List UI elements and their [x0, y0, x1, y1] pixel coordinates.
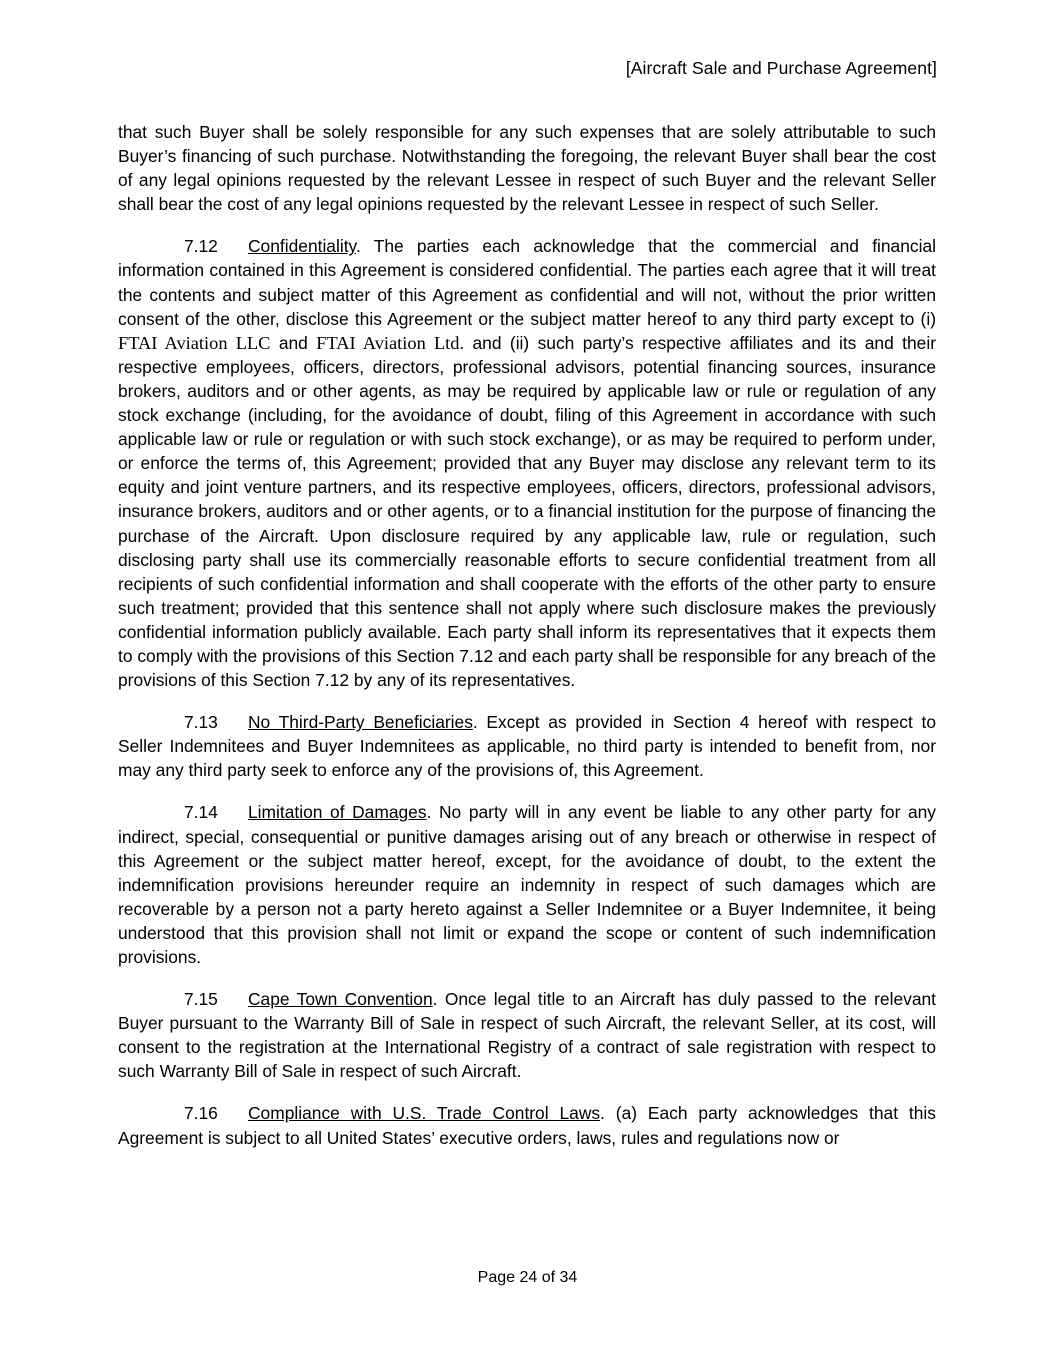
- section-7-12-text-part-2: and (ii) such party’s respective affiliates and its and their respective employees, officers, directors, professional advisors, potential financing sources, insurance brokers, auditors and or other agents, as may be required by applicable law or rule or regulation of any stock exchange (including, for the avoidance of doubt, filing of this Agreement in accordance with such applicable law or rule or regulation or with such stock exchange), or as may be required to perform under, or enforce the terms of, this Agreement; provided that any Buyer may disclose any relevant term to its equity and joint venture partners, and its respective employees, officers, directors, professional advisors, insurance brokers, auditors and or other agents, or to a financial institution for the purpose of financing the purchase of the Aircraft. Upon disclosure required by any applicable law, rule or regulation, such disclosing party shall use its commercially reasonable efforts to secure confidential treatment from all recipients of such confidential information and shall cooperate with the efforts of the other party to ensure such treatment; provided that this sentence shall not apply where such disclosure makes the previously confidential information publicly available. Each party shall inform its representatives that it expects them to comply with the provisions of this Section 7.12 and each party shall be responsible for any breach of the provisions of this Section 7.12 by any of its representatives.: [118, 332, 937, 691]
- section-7-12-text-part-1: . The parties each acknowledge that the commercial and financial information contained in this Agreement is considered confidential. The parties each agree that it will treat the contents and subject matter of this Agreement as confidential and will not, without the prior written consent of the other, disclose this Agreement or the subject matter hereof to any third party except to (i): [118, 236, 936, 329]
- document-footer: [0, 1269, 1055, 1287]
- section-7-13-text: . Except as provided in Section 4 hereof with respect to Seller Indemnitees and Buyer Indemnitees as applicable, no third party is intended to benefit from, nor may any third party seek to enforce any of the provisions of, this Agreement.: [118, 712, 936, 781]
- section-7-13: [118, 710, 936, 782]
- section-number-7-16: 7.16: [184, 1103, 218, 1124]
- section-7-14-text: . No party will in any event be liable to any other party for any indirect, special, consequential or punitive damages arising out of any breach or otherwise in respect of this Agreement or the subject matter hereof, except, for the avoidance of doubt, to the extent the indemnification provisions hereunder require an indemnity in respect of such damages which are recoverable by a person not a party hereto against a Seller Indemnitee or a Buyer Indemnitee, it being understood that this provision shall not limit or expand the scope or content of such indemnification provisions.: [118, 802, 937, 967]
- section-7-15: [118, 987, 936, 1083]
- page-number-label: Page 24 of 34: [477, 1269, 578, 1286]
- section-7-16-text: . (a) Each party acknowledges that this Agreement is subject to all United States’ executive orders, laws, rules and regulations now or: [118, 1103, 936, 1148]
- section-title-7-13: No Third-Party Beneficiaries: [248, 712, 473, 733]
- section-title-7-15: Cape Town Convention: [248, 989, 433, 1010]
- document-body: [118, 120, 936, 1168]
- section-title-7-16: Compliance with U.S. Trade Control Laws: [248, 1103, 601, 1124]
- section-number-7-15: 7.15: [184, 989, 218, 1010]
- section-7-12: [118, 234, 936, 692]
- header-title: [Aircraft Sale and Purchase Agreement]: [625, 58, 937, 78]
- section-title-7-12: Confidentiality: [248, 236, 356, 257]
- section-7-15-text: . Once legal title to an Aircraft has duly passed to the relevant Buyer pursuant to the Warranty Bill of Sale in respect of such Aircraft, the relevant Seller, at its cost, will consent to the registration at the International Registry of a contract of sale registration with respect to such Warranty Bill of Sale in respect of such Aircraft.: [118, 989, 936, 1082]
- section-7-14: [118, 800, 936, 969]
- section-7-16: [118, 1101, 936, 1149]
- continuation-text: that such Buyer shall be solely responsible for any such expenses that are solely attributable to such Buyer’s financing of such purchase. Notwithstanding the foregoing, the relevant Buyer shall bear the cost of any legal opinions requested by the relevant Lessee in respect of such Buyer and the relevant Seller shall bear the cost of any legal opinions requested by the relevant Lessee in respect of such Seller.: [118, 122, 936, 215]
- section-title-7-14: Limitation of Damages: [248, 802, 427, 823]
- document-header: [118, 58, 937, 79]
- continuation-paragraph: [118, 120, 936, 216]
- entity-ftai-aviation-ltd: FTAI Aviation Ltd.: [316, 332, 465, 353]
- section-7-12-text-between: and: [270, 332, 317, 353]
- section-number-7-12: 7.12: [184, 236, 218, 257]
- entity-ftai-aviation-llc: FTAI Aviation LLC: [118, 332, 271, 353]
- section-number-7-14: 7.14: [184, 802, 218, 823]
- section-number-7-13: 7.13: [184, 712, 218, 733]
